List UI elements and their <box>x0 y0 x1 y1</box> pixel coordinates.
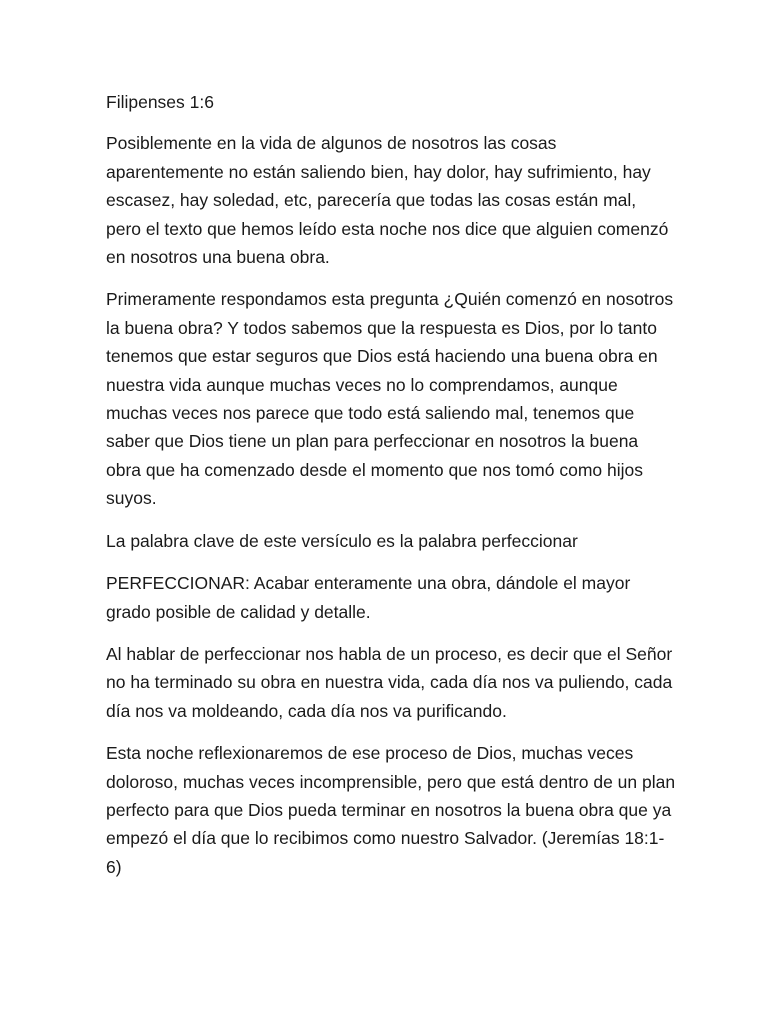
document-heading: Filipenses 1:6 <box>106 92 214 112</box>
paragraph-6: Esta noche reflexionaremos de ese proceso de Dios, muchas veces doloroso, muchas veces incomprensible, pero que está dentro de un plan perfecto para que Dios pueda terminar en nosotros la buena obra que ya empezó el día que lo recibimos como nuestro Salvador. (Jeremías 18:1-6) <box>106 743 676 877</box>
paragraph-3: La palabra clave de este versículo es la palabra perfeccionar <box>106 530 578 551</box>
paragraph-2: Primeramente respondamos esta pregunta ¿Quién comenzó en nosotros la buena obra? Y todos sabemos que la respuesta es Dios, por lo tanto tenemos que estar seguros que Dios está haciendo una buena obra en nuestra vida aunque muchas veces no lo comprendamos, aunque muchas veces nos parece que todo está saliendo mal, tenemos que saber que Dios tiene un plan para perfeccionar en nosotros la buena obra que ha comenzado desde el momento que nos tomó como hijos suyos. <box>106 289 674 509</box>
paragraph-4: PERFECCIONAR: Acabar enteramente una obra, dándole el mayor grado posible de calidad y detalle. <box>106 573 631 622</box>
paragraph-5: Al hablar de perfeccionar nos habla de un proceso, es decir que el Señor no ha terminado su obra en nuestra vida, cada día nos va puliendo, cada día nos va moldeando, cada día nos va purificando. <box>106 643 673 721</box>
document-body <box>106 88 676 895</box>
paragraph-1: Posiblemente en la vida de algunos de nosotros las cosas aparentemente no están saliendo bien, hay dolor, hay sufrimiento, hay escasez, hay soledad, etc, parecería que todas las cosas están mal, pero el texto que hemos leído esta noche nos dice que alguien comenzó en nosotros una buena obra. <box>106 133 669 268</box>
